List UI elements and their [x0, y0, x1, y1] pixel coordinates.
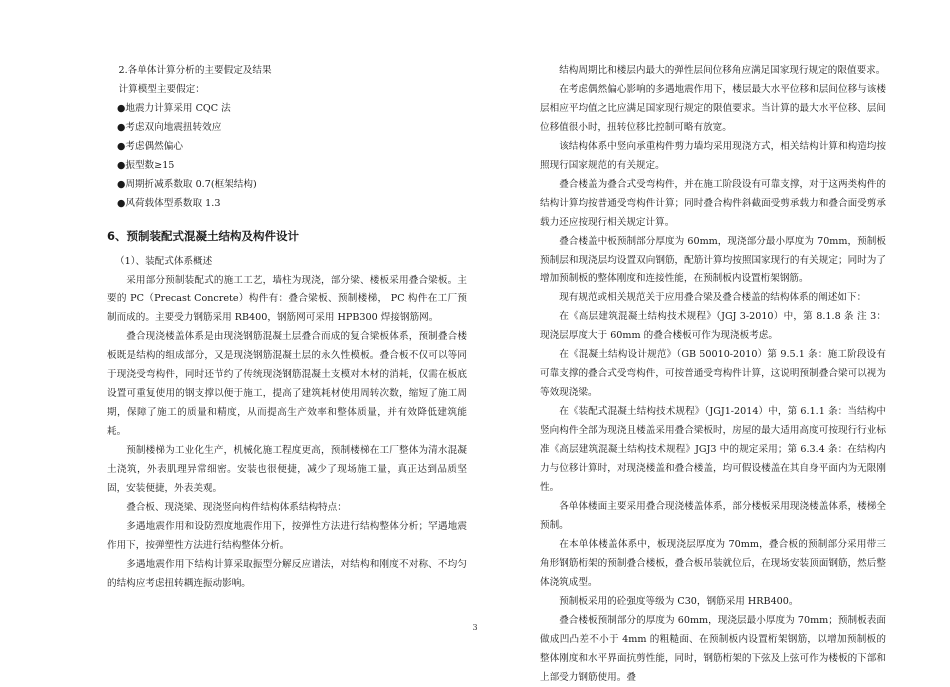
paragraph: 在《装配式混凝土结构技术规程》（JGJ1-2014）中，第 6.1.1 条：当结构中竖向构件全部为现浇且楼盖采用叠合梁板时，房屋的最大适用高度可按现行行业标准《高层建筑混凝土结构技术规程》JGJ3 中的规定采用；第 6.3.4 条：在结构内力与位移计算时，对现浇楼盖和叠合楼盖，均可假设楼盖在其自身平面内为无限刚性。	[540, 406, 886, 493]
right-column	[540, 62, 886, 687]
paragraph: 在《高层建筑混凝土结构技术规程》（JGJ 3-2010）中，第 8.1.8 条 注 3：现浇层厚度大于 60mm 的叠合楼板可作为现浇板考虑。	[540, 311, 886, 342]
paragraph: 多遇地震作用下结构计算采取振型分解反应谱法，对结构和刚度不对称、不均匀的结构应考虑扭转耦连振动影响。	[107, 558, 467, 589]
paragraph: 在《混凝土结构设计规范》（GB 50010-2010）第 9.5.1 条：施工阶段设有可靠支撑的叠合式受弯构件，可按普通受弯构件计算，这说明预制叠合梁可以视为等效现浇梁。	[540, 349, 886, 399]
assumptions-title: 计算模型主要假定：	[118, 83, 205, 95]
paragraph: 多遇地震作用和设防烈度地震作用下，按弹性方法进行结构整体分析；罕遇地震作用下，按弹塑性方法进行结构整体分析。	[107, 520, 467, 551]
paragraph: 结构周期比和楼层内最大的弹性层间位移角应满足国家现行规定的限值要求。	[559, 65, 886, 76]
paragraph: 采用部分预制装配式的施工工艺，墙柱为现浇，部分梁、楼板采用叠合梁板。主要的 PC（Precast Concrete）构件有：叠合梁板、预制楼梯， PC 构件在工厂预制而成的。主要受力钢筋采用 RB400，钢筋网可采用 HPB300 焊接钢筋网。	[107, 274, 467, 324]
subsection-heading: （1）、装配式体系概述	[115, 255, 213, 267]
paragraph: 在本单体楼盖体系中，板现浇层厚度为 70mm，叠合板的预制部分采用带三角形钢筋桁架的预制叠合楼板，叠合板吊装就位后，在现场安装顶面钢筋，然后整体浇筑成型。	[540, 538, 886, 588]
paragraph: 叠合楼板预制部分的厚度为 60mm，现浇层最小厚度为 70mm；预制板表面做成凹凸差不小于 4mm 的粗糙面、在预制板内设置桁架钢筋，以增加预制板的整体刚度和水平界面抗剪性能，同时，钢筋桁架的下弦及上弦可作为楼板的下部和上部受力钢筋使用。叠	[540, 614, 886, 683]
paragraph: 叠合楼盖为叠合式受弯构件，并在施工阶段设有可靠支撑，对于这两类构件的结构计算均按普通受弯构件计算；同时叠合构件斜截面受剪承载力和叠合面受剪承载力还应按现行相关规定计算。	[540, 178, 886, 228]
assumption-item: ●周期折减系数取 0.7(框架结构)	[117, 178, 257, 190]
assumption-item: ●考虑双向地震扭转效应	[117, 121, 222, 133]
paragraph: 预制楼梯为工业化生产，机械化施工程度更高，预制楼梯在工厂整体为清水混凝土浇筑，外表肌理异常细密。安装也很便捷，减少了现场施工量，真正达到品质坚固，安装便捷，外表美观。	[107, 445, 467, 495]
section-heading: 6、预制装配式混凝土结构及构件设计	[107, 228, 299, 243]
assumption-item: ●风荷载体型系数取 1.3	[117, 197, 221, 209]
page-number: 3	[472, 623, 478, 632]
paragraph: 预制板采用的砼强度等级为 C30，钢筋采用 HRB400。	[559, 595, 799, 607]
paragraph: 叠合楼盖中板预制部分厚度为 60mm，现浇部分最小厚度为 70mm，预制板预制层和现浇层均设置双向钢筋，配筋计算均按照国家现行的有关规定；同时为了增加预制板的整体刚度和连接性能，在预制板内设置桁架钢筋。	[540, 235, 886, 285]
assumption-item: ●考虑偶然偏心	[117, 140, 183, 152]
paragraph: 现有规范或相关规范关于应用叠合梁及叠合楼盖的结构体系的阐述如下：	[559, 292, 867, 304]
assumption-section-title: 2.各单体计算分析的主要假定及结果	[118, 65, 272, 76]
paragraph: 各单体楼面主要采用叠合现浇楼盖体系，部分楼板采用现浇楼盖体系，楼梯全预制。	[540, 500, 886, 531]
paragraph: 叠合板、现浇梁、现浇竖向构件结构体系结构特点：	[126, 501, 347, 513]
paragraph: 该结构体系中竖向承重构件剪力墙均采用现浇方式，相关结构计算和构造均按照现行国家规范的有关规定。	[540, 140, 886, 171]
paragraph: 在考虑偶然偏心影响的多遇地震作用下，楼层最大水平位移和层间位移与该楼层相应平均值之比应满足国家现行规定的限值要求。当计算的最大水平位移、层间位移值很小时，扭转位移比控制可略有放宽。	[540, 83, 886, 133]
left-column	[107, 62, 467, 594]
assumption-item: ●振型数≥15	[117, 159, 175, 171]
paragraph: 叠合现浇楼盖体系是由现浇钢筋混凝土层叠合而成的复合梁板体系，预制叠合楼板既是结构的组成部分，又是现浇钢筋混凝土层的永久性模板。叠合板不仅可以等同于现浇受弯构件，同时还节约了传统现浇钢筋混凝土支模对木材的消耗，仅需在板底设置可重复使用的钢支撑以便于施工，提高了建筑耗材使用周转次数，缩短了施工周期，保障了施工的质量和精度，从而提高生产效率和整体质量，并有效降低建筑能耗。	[107, 331, 467, 438]
assumption-item: ●地震力计算采用 CQC 法	[117, 102, 231, 114]
